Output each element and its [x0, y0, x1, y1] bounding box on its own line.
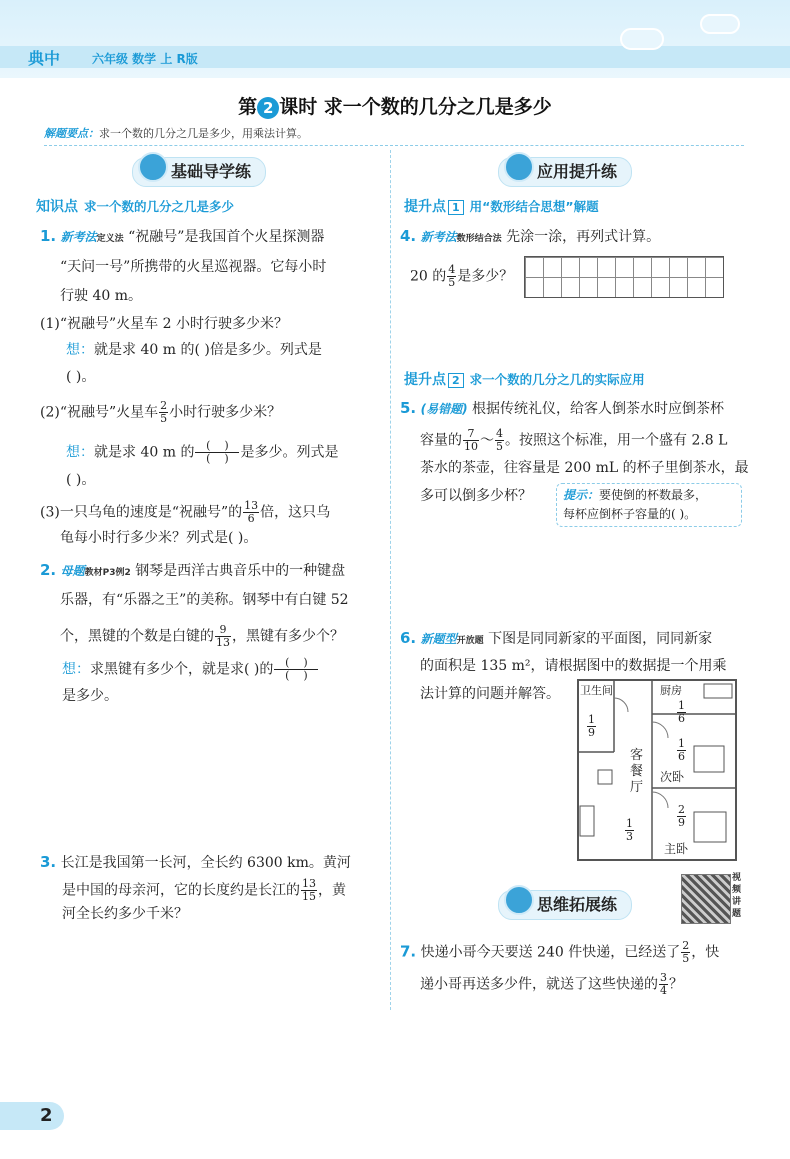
improvement-point-1: 提升点 1 用“数形结合思想”解题 [404, 199, 599, 215]
mascot-icon [138, 152, 168, 182]
fraction: $\frac{1}{3}$ [626, 817, 633, 843]
question-3-number: 3. [40, 853, 57, 871]
question-6-number: 6. [400, 629, 417, 647]
question-7-number: 7. [400, 942, 417, 961]
section-basic-label: 基础导学练 [171, 162, 252, 181]
question-5: 5. (易错题) 根据传统礼仪，给客人倒茶水时应倒茶杯 [400, 399, 725, 417]
fraction: $\frac{1}{9}$ [588, 713, 595, 739]
question-1-line-3: 行驶 40 m。 [60, 288, 142, 304]
question-1-part-1-answer: ( )。 [66, 369, 96, 385]
question-1-part-2-hint: 想：就是求 40 m 的 $\frac{( )}{( )}$ 是多少。列式是 [66, 439, 339, 465]
question-4: 4. 新考法数形结合法 先涂一涂，再列式计算。 [400, 227, 661, 245]
fraction: $\frac{2}{5}$ [682, 939, 690, 965]
question-6-tag: 新题型开放题 [420, 632, 484, 646]
question-2-line-1: 钢琴是西洋古典音乐中的一种键盘 [135, 563, 346, 579]
fraction: $\frac{13}{6}$ [244, 499, 259, 525]
coloring-grid[interactable] [524, 256, 724, 298]
title-text: 课时 求一个数的几分之几是多少 [279, 96, 552, 118]
fraction: $\frac{4}{5}$ [448, 263, 456, 289]
question-3-line-1: 长江是我国第一长河，全长约 6300 km。黄河 [60, 855, 351, 871]
question-5-line-3: 茶水的茶壶，往容量是 200 mL 的杯子里倒茶水，最 [420, 460, 749, 476]
room-master-bedroom: 主卧 [664, 842, 689, 856]
section-application-label: 应用提升练 [537, 162, 618, 181]
fraction: $\frac{1}{6}$ [678, 737, 685, 763]
blank-fraction[interactable]: $\frac{( )}{( )}$ [195, 440, 239, 465]
question-1-part-2-answer: ( )。 [66, 472, 96, 488]
question-1-part-1-hint: 想：就是求 40 m 的( )倍是多少。列式是 [66, 342, 322, 358]
room-kitchen: 厨房 [660, 684, 682, 697]
question-1-tag: 新考法定义法 [60, 230, 124, 244]
brand-logo: 典中 [28, 49, 61, 68]
room-living-3: 厅 [630, 780, 644, 795]
question-5-tag: (易错题) [420, 402, 468, 416]
question-4-tag: 新考法数形结合法 [420, 230, 502, 244]
section-extension-label: 思维拓展练 [537, 895, 618, 914]
qr-label: 视频讲题 [732, 873, 742, 919]
fraction: $\frac{13}{15}$ [302, 877, 316, 903]
hint-box: 提示：要使倒的杯数最多， 每杯应倒杯子容量的( )。 [556, 483, 742, 527]
question-2 [40, 560, 345, 583]
key-tip-text: 求一个数的几分之几是多少，用乘法计算。 [99, 127, 308, 140]
series-label: 六年级 数学 上 R版 [92, 52, 198, 66]
improvement-point-2-number: 2 [448, 373, 464, 388]
question-6: 6. 新题型开放题 下图是同同新家的平面图，同同新家 [400, 629, 713, 647]
question-1-line-1: “祝融号”是我国首个火星探测器 [128, 229, 325, 245]
hint-box-label: 提示： [563, 488, 600, 502]
knowledge-point-text: 求一个数的几分之几是多少 [84, 199, 235, 214]
improvement-point-2: 提升点 2 求一个数的几分之几的实际应用 [404, 372, 645, 388]
question-1-line-2: “天问一号”所携带的火星巡视器。它每小时 [60, 259, 327, 275]
question-1-part-3-line-2: 龟每小时行多少米？列式是( )。 [60, 530, 258, 546]
question-5-number: 5. [400, 399, 417, 417]
question-3 [40, 852, 351, 873]
floor-plan [576, 678, 738, 864]
blank-fraction[interactable]: $\frac{( )}{( )}$ [274, 657, 318, 682]
knowledge-point [36, 196, 234, 216]
fraction: $\frac{2}{9}$ [678, 803, 685, 829]
room-living-1: 客 [630, 748, 644, 763]
question-4-prompt: 20 的 $\frac{4}{5}$ 是多少？ [410, 263, 514, 289]
question-2-hint-line-2: 是多少。 [62, 688, 118, 704]
question-2-tag: 母题教材P3例2 [60, 564, 131, 578]
question-1-part-2: (2)“祝融号”火星车 $\frac{2}{5}$ 小时行驶多少米？ [40, 399, 282, 425]
question-6-line-2: 的面积是 135 m²，请根据图中的数据提一个用乘 [420, 658, 727, 674]
room-bathroom: 卫生间 [580, 684, 613, 697]
question-1 [40, 226, 324, 249]
fraction: $\frac{4}{5}$ [496, 427, 503, 453]
column-divider [390, 150, 391, 1010]
lesson-title [0, 92, 790, 119]
question-6-line-3: 法计算的问题并解答。 [420, 686, 560, 702]
fraction: $\frac{2}{5}$ [160, 399, 168, 425]
cloud-decoration [700, 14, 740, 34]
question-7: 7. 快递小哥今天要送 240 件快递，已经送了 $\frac{2}{5}$ ，快 [400, 939, 720, 965]
question-5-line-2: 容量的 $\frac{7}{10}$ ～ $\frac{4}{5}$ 。按照这个标准，用一个盛有 2.8 L [420, 427, 728, 453]
mascot-icon [504, 152, 534, 182]
fraction: $\frac{9}{13}$ [216, 623, 230, 649]
fraction: $\frac{3}{4}$ [660, 971, 667, 997]
question-3-line-3: 河全长约多少千米？ [62, 906, 188, 922]
question-4-number: 4. [400, 227, 417, 245]
question-3-line-2: 是中国的母亲河，它的长度约是长江的 $\frac{13}{15}$ ，黄 [62, 877, 346, 903]
room-second-bedroom: 次卧 [660, 770, 685, 784]
page-number: 2 [0, 1102, 64, 1130]
fraction: $\frac{7}{10}$ [464, 427, 478, 453]
question-7-line-2: 递小哥再送多少件，就送了这些快递的 $\frac{3}{4}$ ？ [420, 971, 683, 997]
question-2-line-3: 个，黑键的个数是白键的 $\frac{9}{13}$ ，黑键有多少个？ [60, 623, 344, 649]
question-1-part-1: (1)“祝融号”火星车 2 小时行驶多少米？ [40, 316, 288, 332]
fraction: $\frac{1}{6}$ [678, 699, 685, 725]
question-5-line-4: 多可以倒多少杯？ [420, 488, 532, 504]
lesson-number-badge: 2 [257, 97, 279, 119]
question-2-hint: 想：求黑键有多少个，就是求( )的 $\frac{( )}{( )}$ [62, 657, 319, 682]
cloud-decoration [620, 28, 664, 50]
qr-code-icon[interactable] [681, 874, 731, 924]
question-2-line-2: 乐器，有“乐器之王”的美称。钢琴中有白键 52 [60, 592, 349, 608]
question-2-number: 2. [40, 561, 57, 579]
question-1-part-3: (3)一只乌龟的速度是“祝融号”的 $\frac{13}{6}$ 倍，这只乌 [40, 499, 331, 525]
room-living-2: 餐 [630, 764, 644, 779]
mascot-icon [504, 885, 534, 915]
improvement-point-1-number: 1 [448, 200, 464, 215]
knowledge-point-label: 知识点 [36, 199, 78, 215]
key-tip [44, 125, 744, 146]
question-1-number: 1. [40, 227, 57, 245]
title-prefix: 第 [238, 96, 258, 118]
key-tip-label: 解题要点： [44, 127, 99, 140]
